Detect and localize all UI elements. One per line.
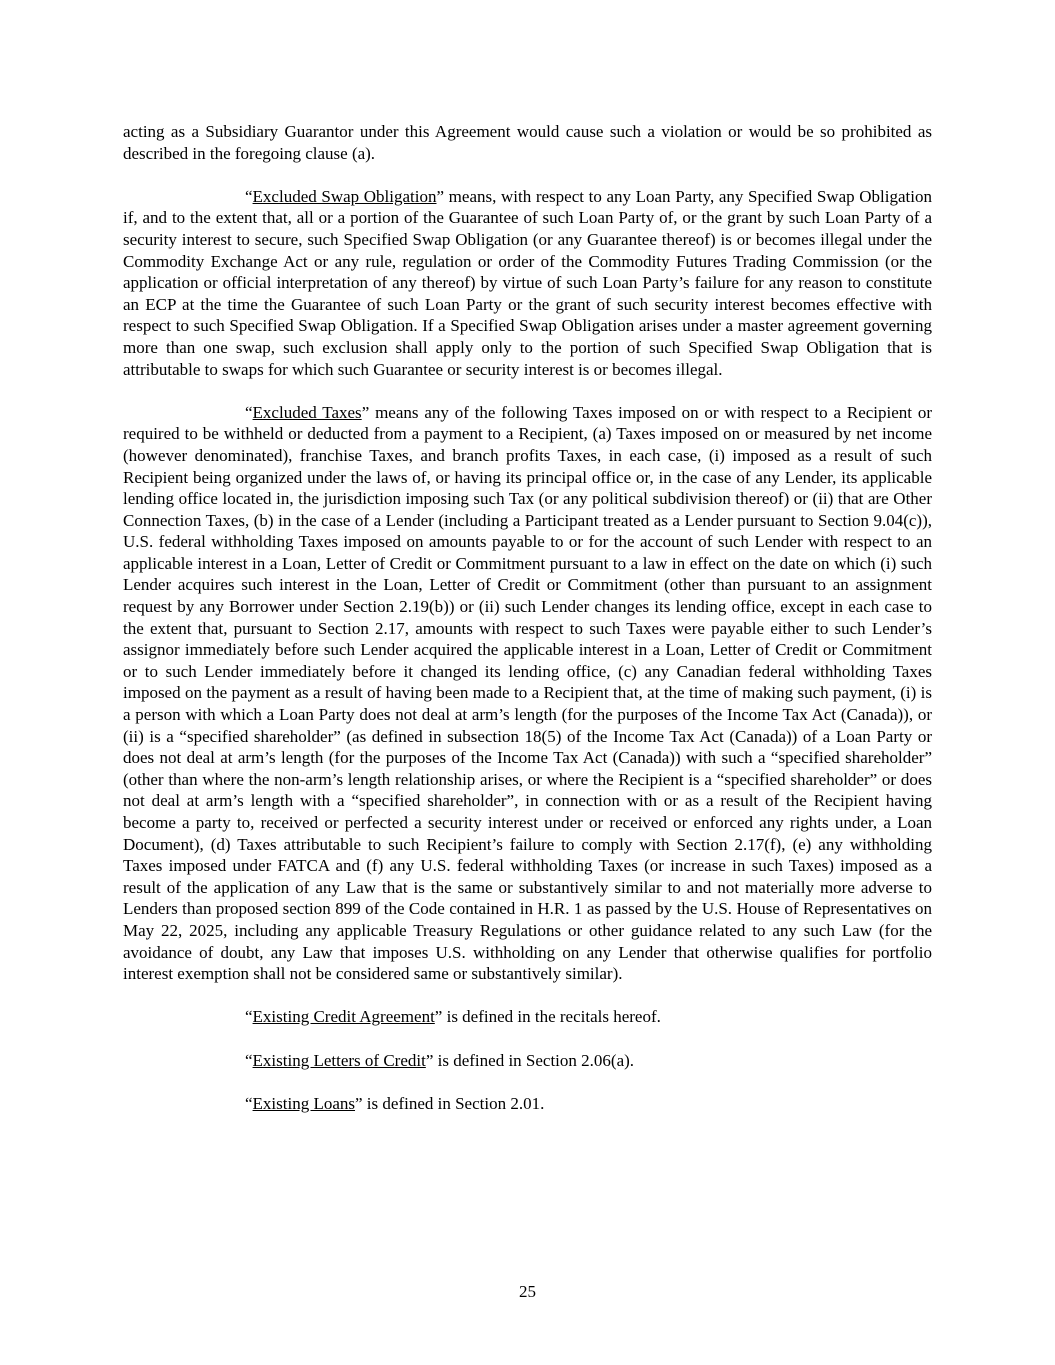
page-content — [123, 121, 932, 1136]
page-number: 25 — [519, 1282, 536, 1301]
definition-existing-loans — [123, 1093, 932, 1115]
definition-body: ” is defined in the recitals hereof. — [434, 1007, 661, 1027]
defined-term-excluded-taxes: Excluded Taxes — [252, 402, 362, 422]
paragraph-continuation — [123, 121, 932, 164]
definition-existing-credit-agreement — [123, 1006, 932, 1028]
definition-existing-letters-of-credit — [123, 1050, 932, 1072]
open-quote: “ — [245, 402, 253, 422]
definition-excluded-swap-obligation — [123, 186, 932, 380]
defined-term-excluded-swap-obligation: Excluded Swap Obligation — [252, 186, 437, 206]
definition-excluded-taxes — [123, 402, 932, 985]
paragraph-text: acting as a Subsidiary Guarantor under this Agreement would cause such a violation or would be so prohibited as described in the foregoing clause (a). — [123, 122, 932, 163]
defined-term-existing-loans: Existing Loans — [252, 1093, 356, 1113]
definition-body: ” means any of the following Taxes imposed on or with respect to a Recipient or required to be withheld or deducted from a payment to a Recipient, (a) Taxes imposed on or measured by net income (however denominated), franchise Taxes, and branch profits Taxes, in each case, (i) imposed as a result of such Recipient being organized under the laws of, or having its principal office or, in the case of any Lender, its applicable lending office located in, the jurisdiction imposing such Tax (or any political subdivision thereof) or (ii) that are Other Connection Taxes, (b) in the case of a Lender (including a Participant treated as a Lender pursuant to Section 9.04(c)), U.S. federal withholding Taxes imposed on amounts payable to or for the account of such Lender with respect to an applicable interest in a Loan, Letter of Credit or Commitment pursuant to a law in effect on the date on which (i) such Lender acquires such interest in the Loan, Letter of Credit or Commitment (other than pursuant to an assignment request by any Borrower under Section 2.19(b)) or (ii) such Lender changes its lending office, except in each case to the extent that, pursuant to Section 2.17, amounts with respect to such Taxes were payable either to such Lender’s assignor immediately before such Lender acquired the applicable interest in a Loan, Letter of Credit or Commitment or to such Lender immediately before it changed its lending office, (c) any Canadian federal withholding Taxes imposed on the payment as a result of having been made to a Recipient that, at the time of making such payment, (i) is a person with which a Loan Party does not deal at arm’s length (for the purposes of the Income Tax Act (Canada)), or (ii) is a “specified shareholder” (as defined in subsection 18(5) of the Income Tax Act (Canada)) of a Loan Party or does not deal at arm’s length (for the purposes of the Income Tax Act (Canada)) with such a “specified shareholder” (other than where the non-arm’s length relationship arises, or where the Recipient is a “specified shareholder” or does not deal at arm’s length with a “specified shareholder”, in connection with or as a result of the Recipient having become a party to, received or perfected a security interest under or received or enforced any rights under, a Loan Document), (d) Taxes attributable to such Recipient’s failure to comply with Section 2.17(f), (e) any withholding Taxes imposed under FATCA and (f) any U.S. federal withholding Taxes (or increase in such Taxes) imposed as a result of the application of any Law that is the same or substantively similar to and not materially more adverse to Lenders than proposed section 899 of the Code contained in H.R. 1 as passed by the U.S. House of Representatives on May 22, 2025, including any applicable Treasury Regulations or other guidance related to any such Law (for the avoidance of doubt, any Law that imposes U.S. withholding on any Lender that otherwise qualifies for portfolio interest exemption shall not be considered same or substantively similar). — [123, 402, 933, 984]
open-quote: “ — [245, 1050, 253, 1070]
definition-body: ” means, with respect to any Loan Party, any Specified Swap Obligation if, and to the extent that, all or a portion of the Guarantee of such Loan Party of, or the grant by such Loan Party of a security interest to secure, such Specified Swap Obligation (or any Guarantee thereof) is or becomes illegal under the Commodity Exchange Act or any rule, regulation or order of the Commodity Futures Trading Commission (or the application or official interpretation of any thereof) by virtue of such Loan Party’s failure for any reason to constitute an ECP at the time the Guarantee of such Loan Party or the grant of such security interest becomes effective with respect to such Specified Swap Obligation. If a Specified Swap Obligation arises under a master agreement governing more than one swap, such exclusion shall apply only to the portion of such Specified Swap Obligation that is attributable to swaps for which such Guarantee or security interest is or becomes illegal. — [123, 186, 932, 379]
open-quote: “ — [245, 1093, 253, 1113]
open-quote: “ — [245, 186, 253, 206]
definition-body: ” is defined in Section 2.01. — [355, 1093, 545, 1113]
defined-term-existing-credit-agreement: Existing Credit Agreement — [252, 1007, 435, 1027]
open-quote: “ — [245, 1007, 253, 1027]
defined-term-existing-letters-of-credit: Existing Letters of Credit — [252, 1050, 426, 1070]
definition-body: ” is defined in Section 2.06(a). — [425, 1050, 635, 1070]
